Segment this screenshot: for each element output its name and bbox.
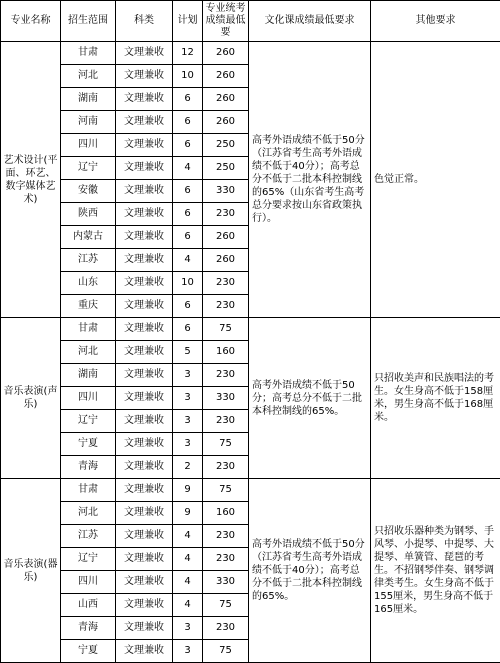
header-min-score: 专业统考成绩最低要 [203,1,249,42]
plan-cell: 6 [173,134,203,157]
category-cell: 文理兼收 [116,548,173,571]
category-cell: 文理兼收 [116,111,173,134]
province-cell: 河北 [61,65,116,88]
category-cell: 文理兼收 [116,157,173,180]
min-score-cell: 75 [203,640,249,663]
province-cell: 江苏 [61,249,116,272]
table-row [1,318,500,341]
category-cell: 文理兼收 [116,203,173,226]
min-score-cell: 260 [203,249,249,272]
plan-cell: 4 [173,525,203,548]
plan-cell: 4 [173,157,203,180]
header-other-requirement: 其他要求 [371,1,500,42]
min-score-cell: 330 [203,180,249,203]
province-cell: 辽宁 [61,157,116,180]
province-cell: 湖南 [61,364,116,387]
header-category: 科类 [116,1,173,42]
category-cell: 文理兼收 [116,249,173,272]
province-cell: 四川 [61,387,116,410]
other-requirement-cell: 只招收乐器种类为钢琴、手风琴、小提琴、中提琴、大提琴、单簧管、琵琶的考生。不招钢琴伴奏、钢琴调律类考生。女生身高不低于155厘米，男生身高不低于165厘米。 [371,479,500,663]
min-score-cell: 230 [203,272,249,295]
province-cell: 内蒙古 [61,226,116,249]
category-cell: 文理兼收 [116,594,173,617]
category-cell: 文理兼收 [116,65,173,88]
plan-cell: 3 [173,640,203,663]
plan-cell: 6 [173,180,203,203]
plan-cell: 5 [173,341,203,364]
plan-cell: 6 [173,295,203,318]
min-score-cell: 230 [203,203,249,226]
min-score-cell: 75 [203,479,249,502]
table-row [1,479,500,502]
header-major: 专业名称 [1,1,61,42]
province-cell: 辽宁 [61,410,116,433]
culture-requirement-cell: 高考外语成绩不低于50分（江苏省考生高考外语成绩不低于40分）；高考总分不低于二批本科控制线的65%（山东省考生高考总分要求按山东省政策执行）。 [249,42,371,318]
category-cell: 文理兼收 [116,387,173,410]
min-score-cell: 230 [203,410,249,433]
min-score-cell: 230 [203,364,249,387]
plan-cell: 10 [173,272,203,295]
province-cell: 湖南 [61,88,116,111]
plan-cell: 6 [173,88,203,111]
other-requirement-cell: 只招收美声和民族唱法的考生。女生身高不低于158厘米，男生身高不低于168厘米。 [371,318,500,479]
table-row [1,42,500,65]
category-cell: 文理兼收 [116,295,173,318]
min-score-cell: 160 [203,502,249,525]
category-cell: 文理兼收 [116,318,173,341]
plan-cell: 6 [173,226,203,249]
culture-requirement-cell: 高考外语成绩不低于50分；高考总分不低于二批本科控制线的65%。 [249,318,371,479]
category-cell: 文理兼收 [116,502,173,525]
min-score-cell: 230 [203,295,249,318]
min-score-cell: 160 [203,341,249,364]
province-cell: 江苏 [61,525,116,548]
category-cell: 文理兼收 [116,571,173,594]
plan-cell: 3 [173,617,203,640]
min-score-cell: 230 [203,456,249,479]
min-score-cell: 260 [203,42,249,65]
province-cell: 河北 [61,502,116,525]
plan-cell: 10 [173,65,203,88]
plan-cell: 4 [173,571,203,594]
plan-cell: 12 [173,42,203,65]
province-cell: 甘肃 [61,479,116,502]
plan-cell: 4 [173,249,203,272]
min-score-cell: 260 [203,226,249,249]
province-cell: 青海 [61,456,116,479]
plan-cell: 2 [173,456,203,479]
min-score-cell: 330 [203,387,249,410]
province-cell: 河北 [61,341,116,364]
plan-cell: 9 [173,479,203,502]
major-name-cell: 音乐表演(器乐) [1,479,61,663]
plan-cell: 6 [173,318,203,341]
province-cell: 安徽 [61,180,116,203]
category-cell: 文理兼收 [116,617,173,640]
plan-cell: 9 [173,502,203,525]
other-requirement-cell: 色觉正常。 [371,42,500,318]
plan-cell: 3 [173,387,203,410]
header-row [1,1,500,42]
min-score-cell: 230 [203,617,249,640]
category-cell: 文理兼收 [116,180,173,203]
major-name-cell: 音乐表演(声乐) [1,318,61,479]
category-cell: 文理兼收 [116,226,173,249]
category-cell: 文理兼收 [116,479,173,502]
min-score-cell: 260 [203,65,249,88]
header-province: 招生范围 [61,1,116,42]
category-cell: 文理兼收 [116,134,173,157]
min-score-cell: 260 [203,111,249,134]
min-score-cell: 250 [203,157,249,180]
category-cell: 文理兼收 [116,640,173,663]
major-name-cell: 艺术设计(平面、环艺、数字媒体艺术) [1,42,61,318]
category-cell: 文理兼收 [116,272,173,295]
category-cell: 文理兼收 [116,341,173,364]
province-cell: 甘肃 [61,42,116,65]
plan-cell: 3 [173,410,203,433]
min-score-cell: 75 [203,433,249,456]
province-cell: 河南 [61,111,116,134]
category-cell: 文理兼收 [116,410,173,433]
culture-requirement-cell: 高考外语成绩不低于50分（江苏省考生高考外语成绩不低于40分）；高考总分不低于二批本科控制线的65%。 [249,479,371,663]
province-cell: 宁夏 [61,433,116,456]
category-cell: 文理兼收 [116,42,173,65]
header-culture-requirement: 文化课成绩最低要求 [249,1,371,42]
province-cell: 四川 [61,571,116,594]
category-cell: 文理兼收 [116,525,173,548]
min-score-cell: 250 [203,134,249,157]
category-cell: 文理兼收 [116,456,173,479]
min-score-cell: 230 [203,548,249,571]
plan-cell: 3 [173,433,203,456]
category-cell: 文理兼收 [116,88,173,111]
province-cell: 辽宁 [61,548,116,571]
header-plan: 计划 [173,1,203,42]
plan-cell: 6 [173,111,203,134]
min-score-cell: 75 [203,318,249,341]
province-cell: 宁夏 [61,640,116,663]
province-cell: 四川 [61,134,116,157]
province-cell: 山东 [61,272,116,295]
min-score-cell: 260 [203,88,249,111]
province-cell: 重庆 [61,295,116,318]
province-cell: 青海 [61,617,116,640]
plan-cell: 4 [173,594,203,617]
province-cell: 山西 [61,594,116,617]
province-cell: 甘肃 [61,318,116,341]
province-cell: 陕西 [61,203,116,226]
min-score-cell: 230 [203,525,249,548]
table-body [1,42,500,663]
plan-cell: 6 [173,203,203,226]
category-cell: 文理兼收 [116,364,173,387]
plan-cell: 3 [173,364,203,387]
min-score-cell: 330 [203,571,249,594]
category-cell: 文理兼收 [116,433,173,456]
plan-cell: 4 [173,548,203,571]
min-score-cell: 75 [203,594,249,617]
